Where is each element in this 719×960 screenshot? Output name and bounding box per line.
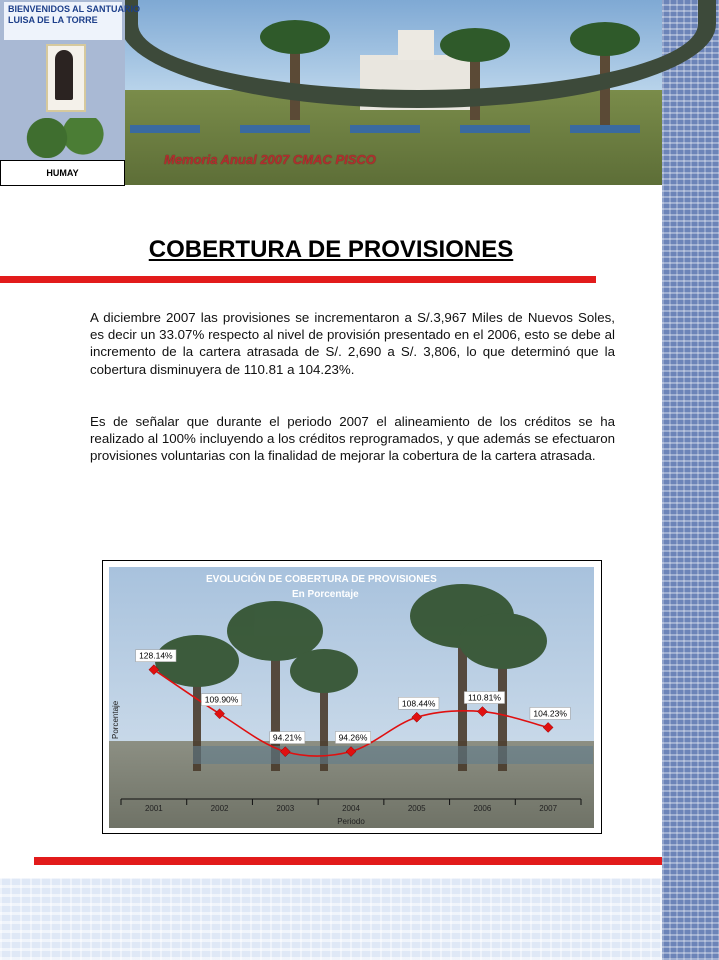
x-tick-label: 2003 xyxy=(276,804,295,813)
data-label: 94.21% xyxy=(272,732,302,743)
red-divider-top xyxy=(0,276,596,283)
chart-container xyxy=(102,560,602,834)
location-label: HUMAY xyxy=(0,160,125,186)
y-axis-label: Porcentaje xyxy=(111,700,120,739)
paragraph-2: Es de señalar que durante el periodo 2007 el alineamiento de los créditos se ha realizado al 100% incluyendo a los créditos reprogramados, y que además se efectuaron provisiones voluntarias con la finalidad de mejorar la cobertura de la cartera atrasada. xyxy=(90,414,615,464)
chart-subtitle: En Porcentaje xyxy=(292,589,359,600)
data-label: 109.90% xyxy=(204,694,239,705)
data-label: 94.26% xyxy=(338,732,368,743)
x-axis-label: Periodo xyxy=(337,817,365,826)
decorative-side-stripe xyxy=(662,0,719,960)
decorative-bottom-band xyxy=(0,878,662,960)
data-label: 128.14% xyxy=(139,650,173,661)
x-tick-label: 2006 xyxy=(473,804,492,813)
x-tick-label: 2005 xyxy=(407,804,426,813)
paragraph-1: A diciembre 2007 las provisiones se incrementaron a S/.3,967 Miles de Nuevos Soles, es decir un 33.07% respecto al nivel de provisión presentado en el 2006, esto se debe al incremento de la cartera atrasada de S/. 2,690 a S/. 3,806, lo que determinó que la cobertura disminuyera de 110.81 a 104.23%. xyxy=(90,310,615,377)
red-divider-bottom xyxy=(34,857,662,865)
x-tick-label: 2001 xyxy=(144,804,163,813)
data-label: 108.44% xyxy=(401,698,436,709)
x-tick-label: 2007 xyxy=(539,804,558,813)
santuario-sign-text: BIENVENIDOS AL SANTUARIO LUISA DE LA TORRE xyxy=(8,4,141,25)
saint-figure xyxy=(55,50,73,100)
data-label: 110.81% xyxy=(467,692,501,703)
santuario-photo xyxy=(0,0,141,160)
x-tick-label: 2002 xyxy=(210,804,229,813)
page-title: COBERTURA DE PROVISIONES xyxy=(148,236,514,263)
x-tick-label: 2004 xyxy=(342,804,360,813)
coverage-chart xyxy=(103,561,601,833)
memoria-title: Memoria Anual 2007 CMAC PISCO xyxy=(164,152,376,167)
data-label: 104.23% xyxy=(533,708,567,719)
chart-title: EVOLUCIÓN DE COBERTURA DE PROVISIONES xyxy=(206,574,437,585)
